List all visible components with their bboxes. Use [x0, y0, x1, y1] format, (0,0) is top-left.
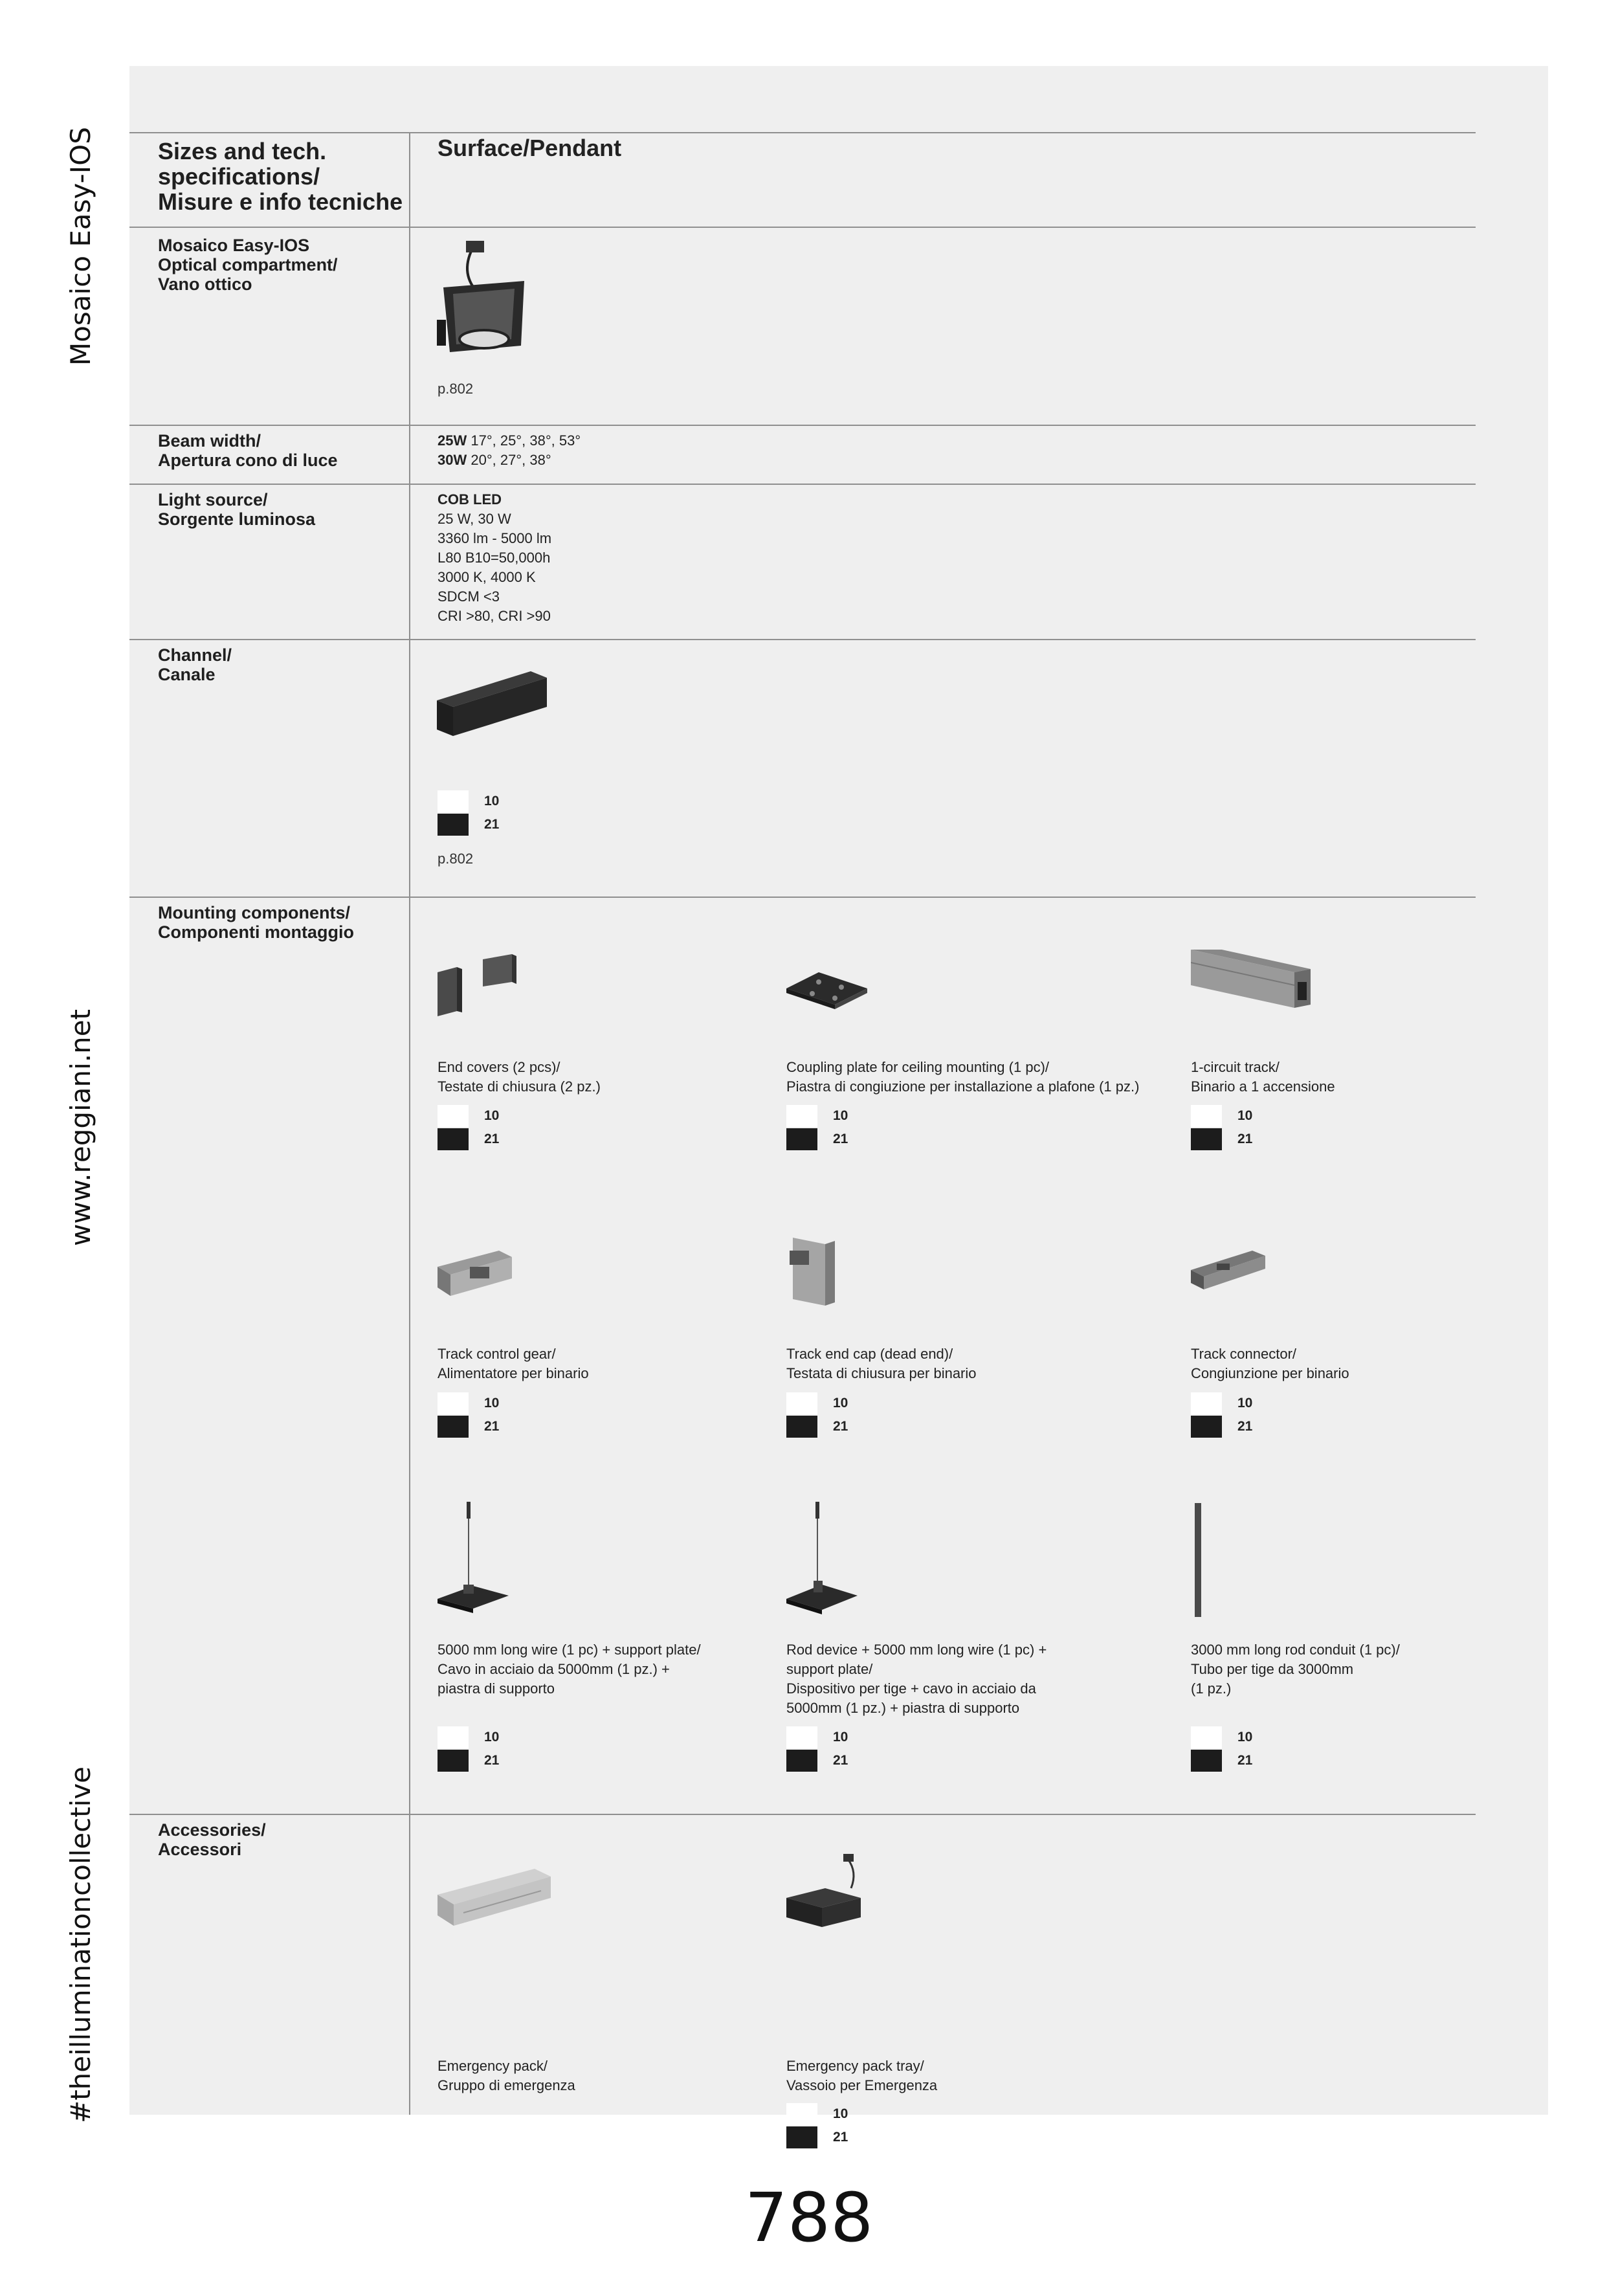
finish-white-swatch[interactable]: [1191, 1726, 1222, 1748]
row-divider: [129, 132, 1476, 133]
row-divider: [129, 425, 1476, 426]
finish-black-swatch[interactable]: [786, 2126, 817, 2148]
beam-specs: 25W 17°, 25°, 38°, 53° 30W 20°, 27°, 38°: [438, 432, 581, 468]
row-divider: [129, 484, 1476, 485]
finish-black-swatch[interactable]: [786, 1750, 817, 1772]
finish-white-swatch[interactable]: [438, 1105, 469, 1127]
channel-page-ref[interactable]: p.802: [438, 851, 474, 867]
circuit-track-icon: [1191, 950, 1314, 1024]
finish-white-swatch[interactable]: [438, 1726, 469, 1748]
finish-white-swatch[interactable]: [786, 2103, 817, 2125]
coupling-plate-icon: [786, 963, 877, 1018]
finish-white-swatch[interactable]: [786, 1105, 817, 1127]
track-end-cap-icon: [786, 1234, 845, 1315]
mounting-item-caption: Coupling plate for ceiling mounting (1 pc)/ Piastra di congiuzione per installazione a plafone (1 pz.): [786, 1059, 1140, 1095]
page-number: 788: [744, 2178, 874, 2257]
track-connector-icon: [1191, 1244, 1275, 1299]
recessed-spotlight-icon: [434, 236, 531, 368]
accessory-caption: Emergency pack tray/ Vassoio per Emergenza: [786, 2058, 938, 2093]
finish-options: 10 21: [786, 2102, 848, 2149]
finish-options: 10 21: [438, 1104, 499, 1151]
rod-device-icon: [786, 1502, 870, 1622]
website-link[interactable]: www.reggiani.net: [65, 1009, 96, 1246]
finish-black-swatch[interactable]: [438, 1128, 469, 1150]
finish-white-swatch[interactable]: [786, 1726, 817, 1748]
finish-options: 10 21: [1191, 1726, 1252, 1772]
finish-white-swatch[interactable]: [438, 790, 469, 812]
finish-black-swatch[interactable]: [786, 1128, 817, 1150]
rod-conduit-icon: [1191, 1503, 1217, 1623]
row-divider: [129, 1814, 1476, 1815]
channel-label: Channel/ Canale: [158, 645, 232, 684]
finish-options: 10 21: [786, 1726, 848, 1772]
mounting-item-caption: 5000 mm long wire (1 pc) + support plate/ Cavo in acciaio da 5000mm (1 pz.) + piastra di supporto: [438, 1642, 701, 1697]
emergency-pack-tray-icon: [786, 1853, 877, 1940]
finish-black-swatch[interactable]: [1191, 1750, 1222, 1772]
finish-options: 10 21: [1191, 1392, 1252, 1438]
track-control-gear-icon: [438, 1247, 522, 1309]
channel-finishes: 10 21: [438, 790, 499, 836]
accessory-caption: Emergency pack/ Gruppo di emergenza: [438, 2058, 575, 2093]
finish-black-swatch[interactable]: [786, 1416, 817, 1438]
finish-white-swatch[interactable]: [1191, 1105, 1222, 1127]
mounting-label: Mounting components/ Componenti montaggio: [158, 903, 354, 942]
header-col1: Sizes and tech. specifications/ Misure e info tecniche: [158, 138, 403, 215]
spec-table: [129, 66, 1548, 2145]
header-col2: Surface/Pendant: [438, 135, 622, 161]
finish-options: 10 21: [786, 1104, 848, 1151]
hashtag-text: #theilluminationcollective: [65, 1766, 96, 2123]
finish-white-swatch[interactable]: [1191, 1392, 1222, 1414]
finish-black-swatch[interactable]: [1191, 1416, 1222, 1438]
mounting-item-caption: Track control gear/ Alimentatore per binario: [438, 1346, 589, 1381]
finish-black-swatch[interactable]: [438, 1416, 469, 1438]
finish-options: 10 21: [1191, 1104, 1252, 1151]
mounting-item-caption: End covers (2 pcs)/ Testate di chiusura (2 pz.): [438, 1059, 601, 1095]
emergency-pack-icon: [438, 1862, 554, 1937]
row-divider: [129, 639, 1476, 640]
finish-black-swatch[interactable]: [1191, 1128, 1222, 1150]
finish-white-swatch[interactable]: [438, 1392, 469, 1414]
optical-label: Mosaico Easy-IOS Optical compartment/ Vano ottico: [158, 236, 338, 294]
mounting-item-caption: Track end cap (dead end)/ Testata di chiusura per binario: [786, 1346, 977, 1381]
mounting-item-caption: 3000 mm long rod conduit (1 pc)/ Tubo per tige da 3000mm (1 pz.): [1191, 1642, 1400, 1697]
finish-options: 10 21: [438, 1392, 499, 1438]
beam-label: Beam width/ Apertura cono di luce: [158, 431, 338, 470]
light-source-specs: COB LED 25 W, 30 W 3360 lm - 5000 lm L80 B10=50,000h 3000 K, 4000 K SDCM <3 CRI >80, CRI >90: [438, 491, 552, 624]
channel-profile-icon: [434, 655, 550, 742]
row-divider: [129, 897, 1476, 898]
series-title: Mosaico Easy-IOS: [65, 127, 96, 366]
column-divider: [409, 132, 410, 2115]
wire-support-plate-icon: [438, 1502, 522, 1622]
finish-black-swatch[interactable]: [438, 814, 469, 836]
mounting-item-caption: Rod device + 5000 mm long wire (1 pc) + support plate/ Dispositivo per tige + cavo in acciaio da 5000mm (1 pz.) + piastra di supporto: [786, 1642, 1047, 1716]
finish-options: 10 21: [438, 1726, 499, 1772]
accessories-label: Accessories/ Accessori: [158, 1820, 266, 1859]
optical-page-ref[interactable]: p.802: [438, 381, 474, 397]
row-divider: [129, 227, 1476, 228]
finish-white-swatch[interactable]: [786, 1392, 817, 1414]
mounting-item-caption: 1-circuit track/ Binario a 1 accensione: [1191, 1059, 1335, 1095]
finish-black-swatch[interactable]: [438, 1750, 469, 1772]
finish-options: 10 21: [786, 1392, 848, 1438]
end-covers-icon: [438, 953, 528, 1027]
mounting-item-caption: Track connector/ Congiunzione per binario: [1191, 1346, 1349, 1381]
light-source-label: Light source/ Sorgente luminosa: [158, 490, 316, 529]
